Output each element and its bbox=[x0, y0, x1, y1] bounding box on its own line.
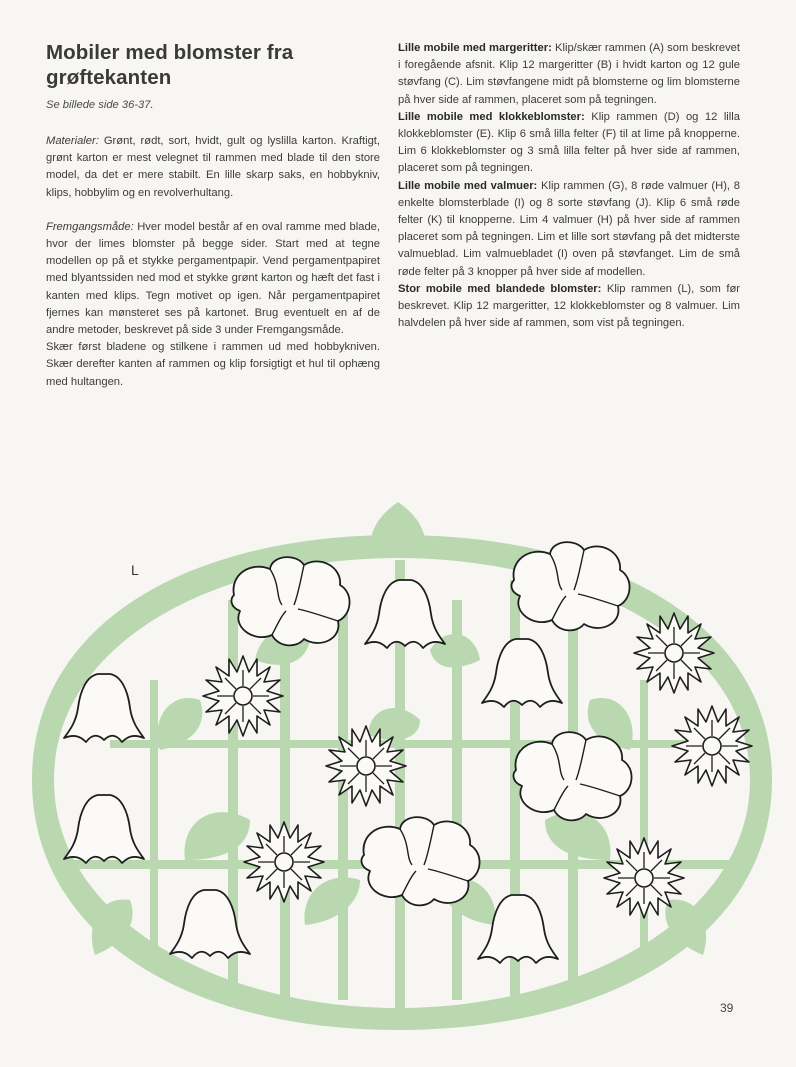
procedure-paragraph bbox=[46, 219, 380, 339]
section-blandede bbox=[398, 281, 740, 333]
section-text: Klip rammen (D) og 12 lilla klokkeblomster (E). Klip 6 små lilla felter (F) til at lime på knopperne. Lim 6 klokkeblomster og 3 små lilla felter på hver side af rammen, placeret som på tegningen. bbox=[398, 110, 740, 175]
subtitle: Se billede side 36-37. bbox=[46, 99, 154, 111]
page-number: 39 bbox=[720, 1001, 734, 1015]
page-title: Mobiler med blomster fra grøftekanten bbox=[46, 41, 294, 89]
section-text: Klip rammen (G), 8 røde valmuer (H), 8 enkelte blomsterblade (I) og 8 sorte støvfang (J). Klip 6 små røde felter (K) til knopperne. Lim 4 valmuer (H) på hver side af rammen placeret som på tegningen. Lim et lille sort støvfang på det midterste valmueblad. Lim valmuebladet (I) oven på støvfanget. Lim de små røde felter på 3 knopper på hver side af modellen. bbox=[398, 179, 740, 278]
section-margeritter bbox=[398, 40, 740, 109]
section-heading: Lille mobile med valmuer: bbox=[398, 179, 538, 192]
section-text: Klip rammen (L), som før beskrevet. Klip 12 margeritter, 12 klokkeblomster og 8 valmuer. Lim halvdelen på hver side af rammen, som vist på tegningen. bbox=[398, 282, 740, 330]
left-column bbox=[46, 40, 380, 391]
section-klokkeblomster bbox=[398, 109, 740, 178]
materials-label: Materialer: bbox=[46, 135, 99, 147]
figure-label: L bbox=[131, 562, 139, 578]
section-text: Klip/skær rammen (A) som beskrevet i foregående afsnit. Klip 12 margeritter (B) i hvidt karton og 12 gule støvfang (C). Lim støvfangene midt på blomsterne og lim blomsterne på hver side af rammen, placeret som på tegningen. bbox=[398, 42, 741, 106]
procedure-text: Hver model består af en oval ramme med blade, hvor der limes blomster på begge sider. Start med at tegne modellen op på et stykke pergamentpapir. Vend pergamentpapiret med blyantssiden ned mod et stykke grønt karton og hæft det fast i kanten med klips. Tegn motivet op igen. Når pergamentpapiret fjernes kan mønsteret ses på kartonet. Brug eventuelt en af de andre metoder, beskrevet på side 3 under Fremgangsmåde. bbox=[46, 220, 380, 337]
section-valmuer bbox=[398, 178, 740, 281]
materials-paragraph bbox=[46, 133, 380, 202]
section-heading: Lille mobile med margeritter: bbox=[398, 42, 552, 54]
procedure-paragraph-2: Skær først bladene og stilkene i rammen ud med hobbykniven. Skær derefter kanten af rammen og klip forsigtigt et hul til ophæng med hultangen. bbox=[46, 341, 380, 388]
right-column bbox=[398, 40, 740, 332]
section-heading: Stor mobile med blandede blomster: bbox=[398, 282, 602, 295]
section-heading: Lille mobile med klokkeblomster: bbox=[398, 110, 585, 123]
mobile-pattern-illustration bbox=[0, 490, 796, 1067]
materials-text: Grønt, rødt, sort, hvidt, gult og lyslilla karton. Kraftigt, grønt karton er mest velegnet til rammen med blade til den store model, da det er mere stabilt. En lille skarp saks, en hobbykniv, klips, hobbylim og en revolverhultang. bbox=[46, 135, 381, 199]
procedure-label: Fremgangsmåde: bbox=[46, 220, 134, 233]
